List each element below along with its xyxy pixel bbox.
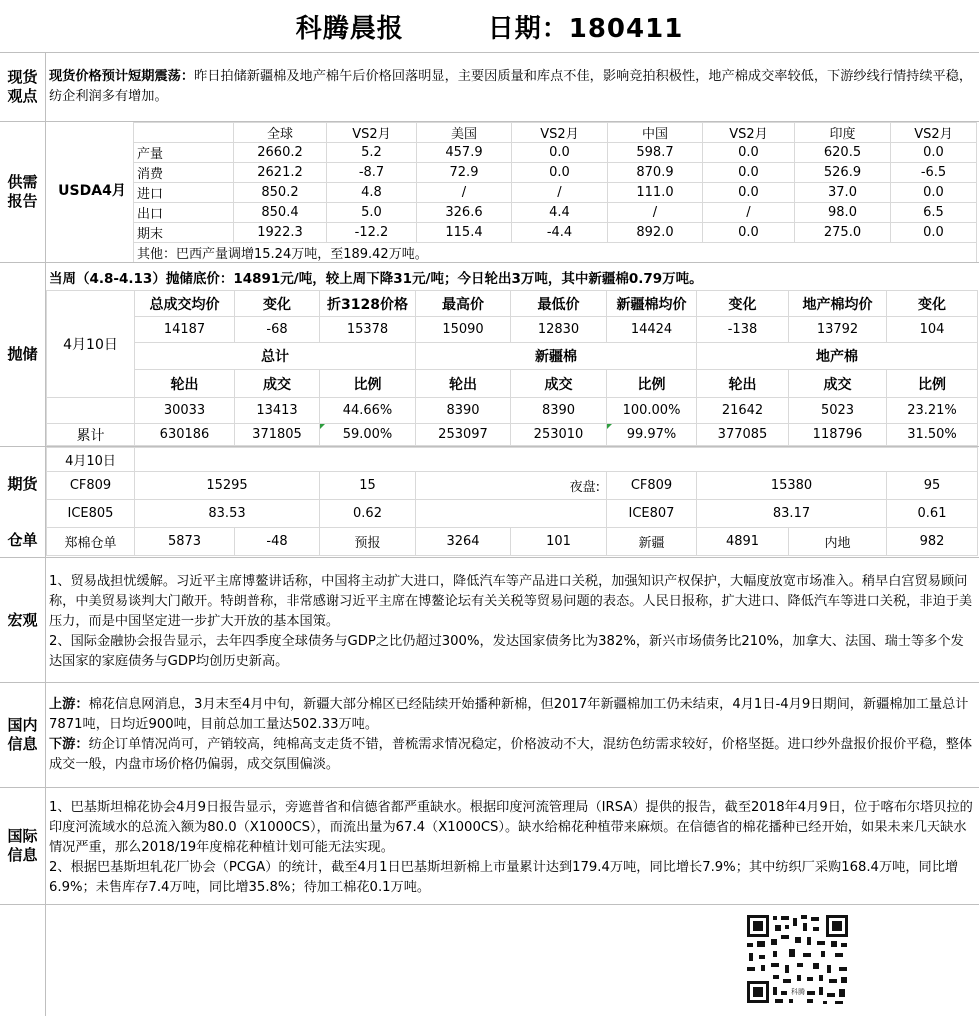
table-cell: 30033	[135, 398, 235, 424]
table-cell: 0.0	[891, 223, 977, 243]
table-cell: 产量	[134, 143, 234, 163]
table-cell: 成交	[511, 370, 607, 398]
spot-view-label: 现货 观点	[0, 53, 46, 121]
domestic-upstream: 上游：棉花信息网消息，3月末至4月中旬，新疆大部分棉区已经陆续开始播种新棉，但2017年新疆棉加工仍未结束，4月1日-4月9日期间，新疆棉加工量总计7871吨，日均近900吨，目前总加工量达502.33万吨。	[49, 697, 969, 732]
table-cell: 0.0	[891, 143, 977, 163]
usda-source: USDA4月	[58, 183, 126, 199]
table-cell: 15378	[320, 317, 416, 343]
table-row	[47, 398, 978, 424]
table-cell: 83.53	[135, 500, 320, 528]
table-cell: 37.0	[795, 183, 891, 203]
col-header: VS2月	[891, 123, 977, 143]
table-cell: CF809	[607, 472, 697, 500]
table-cell: /	[703, 203, 795, 223]
table-cell: 253010	[511, 424, 607, 446]
table-cell: 折3128价格	[320, 291, 416, 317]
table-cell: 地产棉均价	[789, 291, 887, 317]
table-cell: 8390	[511, 398, 607, 424]
table-cell: 14424	[607, 317, 697, 343]
col-header: 全球	[234, 123, 327, 143]
table-cell	[47, 398, 135, 424]
table-cell: -4.4	[512, 223, 608, 243]
futures-section	[0, 447, 979, 558]
usda-header-row	[134, 123, 977, 143]
international-paragraph-2: 2、根据巴基斯坦轧花厂协会（PCGA）的统计，截至4月1日巴基斯坦新棉上市量累计达到179.4万吨，同比增长7.9%；其中纺织厂采购168.4万吨，同比增6.9%；未售库存7.4万吨，同比增35.8%；待加工棉花0.1万吨。	[49, 860, 959, 895]
table-cell: 最低价	[511, 291, 607, 317]
table-cell: 13792	[789, 317, 887, 343]
table-row	[47, 472, 978, 500]
table-cell: 比例	[320, 370, 416, 398]
group-total: 总计	[135, 343, 416, 370]
auction-label: 抛储	[0, 263, 46, 446]
table-cell: 371805	[235, 424, 320, 446]
table-cell: 31.50%	[887, 424, 978, 446]
table-cell: 比例	[887, 370, 978, 398]
col-header: VS2月	[512, 123, 608, 143]
table-cell: 最高价	[416, 291, 511, 317]
table-cell: 111.0	[608, 183, 703, 203]
table-cell: 1922.3	[234, 223, 327, 243]
col-header: VS2月	[703, 123, 795, 143]
macro-paragraph-1: 1、贸易战担忧缓解。习近平主席博鳌讲话称，中国将主动扩大进口，降低汽车等产品进口关税，加强知识产权保护，大幅度放宽市场准入。稍早白宫贸易顾问称，中美贸易谈判大门敞开。特朗普称，非常感谢习近平主席在博鳌论坛有关关税等贸易问题的表态。人民日报称，扩大进口、降低汽车等进口关税，非迫于美压力，而是中国坚定进一步扩大开放的基本国策。	[49, 574, 973, 629]
table-cell: 4891	[697, 528, 789, 556]
table-cell: ICE805	[47, 500, 135, 528]
table-cell: 消费	[134, 163, 234, 183]
qr-caption: 科腾	[791, 988, 805, 996]
table-row	[134, 163, 977, 183]
table-cell: 620.5	[795, 143, 891, 163]
table-cell: 0.62	[320, 500, 416, 528]
table-row	[134, 243, 977, 263]
table-cell: 0.0	[891, 183, 977, 203]
table-row	[134, 223, 977, 243]
table-cell: 内地	[789, 528, 887, 556]
table-cell: 99.97%	[607, 424, 697, 446]
domestic-label: 国内 信息	[0, 683, 46, 787]
table-cell: -48	[235, 528, 320, 556]
table-cell: 44.66%	[320, 398, 416, 424]
table-cell: 0.0	[703, 143, 795, 163]
table-cell: 598.7	[608, 143, 703, 163]
table-cell: 4.8	[327, 183, 417, 203]
auction-summary: 当周（4.8-4.13）抛储底价：14891元/吨，较上周下降31元/吨；今日轮出3万吨，其中新疆棉0.79万吨。	[49, 271, 703, 287]
qr-code-icon	[745, 913, 850, 1005]
table-cell: 118796	[789, 424, 887, 446]
table-cell: 326.6	[417, 203, 512, 223]
table-cell: 变化	[235, 291, 320, 317]
spot-view-text: 现货价格预计短期震荡：昨日拍储新疆棉及地产棉午后价格回落明显，主要因质量和库点不佳，影响竞拍积极性，地产棉成交率较低，下游纱线行情持续平稳，纺企利润多有增加。	[49, 69, 973, 104]
table-cell: 4.4	[512, 203, 608, 223]
table-cell: 总成交均价	[135, 291, 235, 317]
table-cell: 郑棉仓单	[47, 528, 135, 556]
table-cell: 98.0	[795, 203, 891, 223]
col-header: 美国	[417, 123, 512, 143]
table-cell: /	[512, 183, 608, 203]
table-cell	[134, 123, 234, 143]
table-cell: /	[608, 203, 703, 223]
supply-demand-section	[0, 122, 979, 263]
futures-side	[0, 447, 46, 557]
col-header: VS2月	[327, 123, 417, 143]
table-cell: 0.0	[703, 223, 795, 243]
table-cell: 期末	[134, 223, 234, 243]
table-cell: 5.0	[327, 203, 417, 223]
table-cell: ICE807	[607, 500, 697, 528]
table-cell: 3264	[416, 528, 511, 556]
table-cell: 104	[887, 317, 978, 343]
table-cell: -12.2	[327, 223, 417, 243]
table-cell: 0.0	[703, 183, 795, 203]
domestic-section	[0, 683, 979, 788]
table-cell: 870.9	[608, 163, 703, 183]
table-cell: 15	[320, 472, 416, 500]
spot-view-section	[0, 53, 979, 122]
usda-table	[133, 122, 977, 262]
futures-date: 4月10日	[47, 448, 135, 472]
cumulative-label: 累计	[47, 424, 135, 446]
table-cell: 12830	[511, 317, 607, 343]
table-row	[134, 143, 977, 163]
table-cell: 630186	[135, 424, 235, 446]
table-cell: 比例	[607, 370, 697, 398]
table-cell: 115.4	[417, 223, 512, 243]
table-cell: -6.5	[891, 163, 977, 183]
table-cell: 14187	[135, 317, 235, 343]
table-cell: 95	[887, 472, 978, 500]
table-cell: /	[417, 183, 512, 203]
international-paragraph-1: 1、巴基斯坦棉花协会4月9日报告显示，旁遮普省和信德省都严重缺水。根据印度河流管理局（IRSA）提供的报告，截至2018年4月9日，位于喀布尔塔贝拉的印度河流域水的总流入额为80.0（X1000CS），而流出量为67.4（X1000CS）。缺水给棉花种植带来麻烦。在信德省的棉花播种已经开始，如果未来几天缺水情况严重，那么2018/19年度棉花种植计划可能无法实现。	[49, 800, 973, 855]
table-row	[47, 500, 978, 528]
left-divider	[45, 905, 46, 1016]
table-cell: 8390	[416, 398, 511, 424]
table-cell: 15295	[135, 472, 320, 500]
table-cell: 2621.2	[234, 163, 327, 183]
table-cell: 预报	[320, 528, 416, 556]
table-cell: 变化	[887, 291, 978, 317]
table-cell: 59.00%	[320, 424, 416, 446]
report-title: 科腾晨报	[295, 13, 404, 44]
group-local: 地产棉	[697, 343, 978, 370]
macro-section	[0, 558, 979, 683]
macro-paragraph-2: 2、国际金融协会报告显示，去年四季度全球债务与GDP之比仍超过300%，发达国家债务比为382%，新兴市场债务比210%，加拿大、法国、瑞士等多个发达国家的家庭债务与GDP均创历史新高。	[49, 634, 964, 669]
table-cell: 21642	[697, 398, 789, 424]
table-cell: 轮出	[416, 370, 511, 398]
table-cell: CF809	[47, 472, 135, 500]
table-cell	[135, 448, 978, 472]
table-cell: 轮出	[697, 370, 789, 398]
table-cell: 23.21%	[887, 398, 978, 424]
table-cell: 进口	[134, 183, 234, 203]
international-section	[0, 788, 979, 905]
table-cell: 0.0	[512, 163, 608, 183]
night-session-label: 夜盘:	[416, 472, 607, 500]
table-cell: 892.0	[608, 223, 703, 243]
table-cell: 275.0	[795, 223, 891, 243]
col-header: 印度	[795, 123, 891, 143]
group-xinjiang: 新疆棉	[416, 343, 697, 370]
table-cell: 出口	[134, 203, 234, 223]
usda-note: 其他：巴西产量调增15.24万吨，至189.42万吨。	[134, 243, 977, 263]
table-cell: 5873	[135, 528, 235, 556]
table-cell: 轮出	[135, 370, 235, 398]
report-header	[0, 0, 979, 53]
table-cell: 83.17	[697, 500, 887, 528]
table-cell: 101	[511, 528, 607, 556]
macro-label: 宏观	[0, 558, 46, 682]
table-cell: 2660.2	[234, 143, 327, 163]
table-cell: 5.2	[327, 143, 417, 163]
table-cell	[416, 500, 607, 528]
table-row	[47, 424, 978, 446]
warehouse-label: 仓单	[7, 531, 38, 549]
table-cell: 982	[887, 528, 978, 556]
table-cell: 72.9	[417, 163, 512, 183]
table-cell: 成交	[235, 370, 320, 398]
table-cell: 0.0	[703, 163, 795, 183]
table-row	[47, 317, 978, 343]
table-cell: 0.0	[512, 143, 608, 163]
table-cell: -8.7	[327, 163, 417, 183]
auction-table	[46, 290, 978, 446]
domestic-downstream: 下游：纺企订单情况尚可，产销较高，纯棉高支走货不错，普梳需求情况稳定，价格波动不大，混纺色纺需求较好，价格坚挺。进口纱外盘报价报价平稳，整体成交一般，内盘市场价格仍偏弱，成交氛围偏淡。	[49, 737, 973, 772]
table-cell: -68	[235, 317, 320, 343]
futures-label: 期货	[7, 475, 38, 493]
auction-section	[0, 263, 979, 447]
table-cell: 5023	[789, 398, 887, 424]
table-row	[134, 183, 977, 203]
supply-demand-label: 供需 报告	[0, 122, 46, 262]
table-cell: 100.00%	[607, 398, 697, 424]
table-cell: 15380	[697, 472, 887, 500]
table-cell: 6.5	[891, 203, 977, 223]
table-row	[47, 528, 978, 556]
table-cell: 变化	[697, 291, 789, 317]
table-cell: 850.2	[234, 183, 327, 203]
international-label: 国际 信息	[0, 788, 46, 904]
table-cell: 377085	[697, 424, 789, 446]
table-cell: 457.9	[417, 143, 512, 163]
table-cell: -138	[697, 317, 789, 343]
col-header: 中国	[608, 123, 703, 143]
table-cell: 850.4	[234, 203, 327, 223]
futures-table	[46, 447, 978, 556]
table-cell: 0.61	[887, 500, 978, 528]
table-cell: 253097	[416, 424, 511, 446]
table-cell: 526.9	[795, 163, 891, 183]
table-cell: 新疆棉均价	[607, 291, 697, 317]
table-row	[134, 203, 977, 223]
report-date: 日期：180411	[487, 13, 684, 44]
table-cell: 15090	[416, 317, 511, 343]
table-cell: 成交	[789, 370, 887, 398]
table-cell: 13413	[235, 398, 320, 424]
table-cell: 新疆	[607, 528, 697, 556]
auction-date: 4月10日	[47, 291, 135, 398]
